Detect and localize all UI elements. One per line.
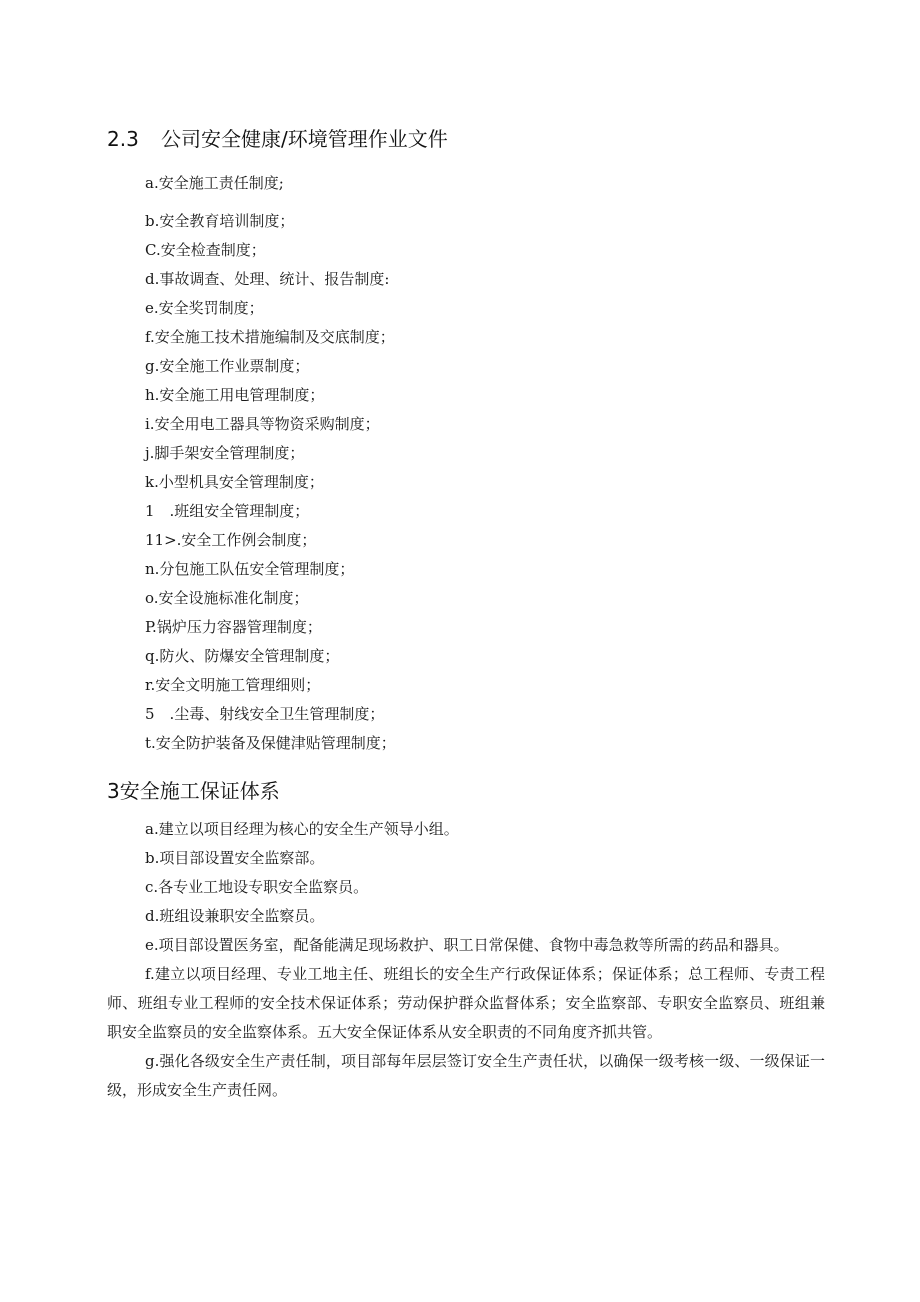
paragraph: a.建立以项目经理为核心的安全生产领导小组。 — [145, 820, 459, 838]
paragraph: f.建立以项目经理、专业工地主任、班组长的安全生产行政保证体系；保证体系；总工程师、专责工程师、班组专业工程师的安全技术保证体系；劳动保护群众监督体系；安全监察部、专职安全监察员、班组兼职安全监察员的安全监察体系。五大安全保证体系从安全职责的不同角度齐抓共管。 — [107, 965, 825, 1041]
list-item: g.安全施工作业票制度； — [145, 357, 310, 375]
list-item: 11>.安全工作例会制度； — [145, 531, 317, 549]
section-2-3-heading — [107, 124, 448, 154]
paragraph: c.各专业工地设专职安全监察员。 — [145, 878, 369, 896]
section-3-body — [107, 815, 825, 1105]
list-item: e.安全奖罚制度； — [145, 299, 264, 317]
paragraph: b.项目部设置安全监察部。 — [145, 849, 325, 867]
paragraph: d.班组设兼职安全监察员。 — [145, 907, 325, 925]
list-item: P.锅炉压力容器管理制度； — [145, 618, 322, 636]
list-item: k.小型机具安全管理制度； — [145, 473, 324, 491]
section-number: 2.3 — [107, 127, 139, 151]
management-documents-list — [145, 169, 396, 758]
list-item: j.脚手架安全管理制度； — [145, 444, 305, 462]
paragraph: g.强化各级安全生产责任制，项目部每年层层签订安全生产责任状，以确保一级考核一级、一级保证一级，形成安全生产责任网。 — [107, 1052, 825, 1099]
list-item: q.防火、防爆安全管理制度； — [145, 647, 340, 665]
section-title: 公司安全健康/环境管理作业文件 — [161, 127, 448, 151]
paragraph: e.项目部设置医务室，配备能满足现场救护、职工日常保健、食物中毒急救等所需的药品和器具。 — [145, 936, 789, 954]
list-item: 1 .班组安全管理制度； — [145, 502, 310, 520]
section-3-heading: 3安全施工保证体系 — [107, 779, 280, 803]
list-item: d.事故调查、处理、统计、报告制度: — [145, 270, 390, 288]
list-item: h.安全施工用电管理制度； — [145, 386, 325, 404]
list-item: n.分包施工队伍安全管理制度； — [145, 560, 355, 578]
list-item: i.安全用电工器具等物资采购制度； — [145, 415, 380, 433]
list-item: o.安全设施标准化制度； — [145, 589, 309, 607]
list-item: r.安全文明施工管理细则； — [145, 676, 321, 694]
list-item: f.安全施工技术措施编制及交底制度； — [145, 328, 395, 346]
list-item: C.安全检查制度； — [145, 241, 266, 259]
list-item: b.安全教育培训制度； — [145, 212, 295, 230]
list-item: 5 .尘毒、射线安全卫生管理制度； — [145, 705, 385, 723]
list-item: t.安全防护装备及保健津贴管理制度； — [145, 734, 396, 752]
list-item: a.安全施工责任制度; — [145, 174, 284, 192]
